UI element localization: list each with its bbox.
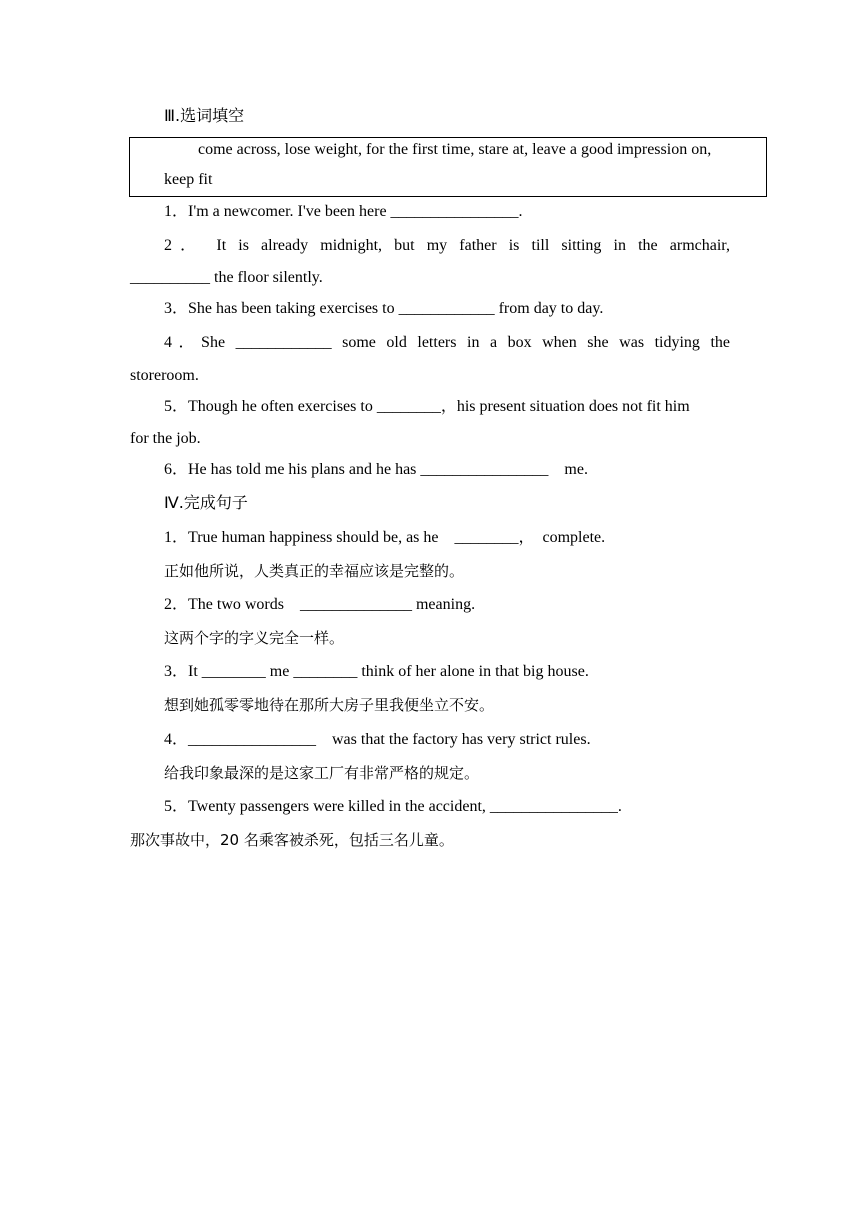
word-bank-line-1: come across, lose weight, for the first time, stare at, leave a good impression on, (198, 141, 712, 158)
exercise-4-item-1-en: 1．True human happiness should be, as he ________， complete. (164, 529, 606, 546)
exercise-4-item-5-en: 5．Twenty passengers were killed in the accident, ________________. (164, 798, 622, 815)
exercise-3-item-6: 6．He has told me his plans and he has ________________ me. (164, 461, 588, 478)
word-bank-line-2: keep fit (164, 171, 213, 188)
exercise-4-item-3-zh: 想到她孤零零地待在那所大房子里我便坐立不安。 (164, 696, 495, 714)
exercise-4-item-5-zh: 那次事故中，20 名乘客被杀死，包括三名儿童。 (130, 831, 454, 849)
exercise-4-item-2-en: 2．The two words ______________ meaning. (164, 596, 476, 613)
exercise-3-item-5-line-2: for the job. (130, 430, 201, 447)
exercise-4-item-4-en: 4．________________ was that the factory has very strict rules. (164, 731, 591, 748)
exercise-3-item-1: 1．I'm a newcomer. I've been here ________________. (164, 203, 523, 220)
exercise-3-item-2-line-1: 2． It is already midnight, but my father is till sitting in the armchair, (164, 237, 730, 254)
exercise-3-item-4-line-1: 4．She ____________ some old letters in a box when she was tidying the (164, 334, 730, 351)
exercise-3-item-5-line-1: 5．Though he often exercises to ________，his present situation does not fit him (164, 398, 690, 415)
exercise-3-item-3: 3．She has been taking exercises to ____________ from day to day. (164, 300, 604, 317)
exercise-4-item-3-en: 3．It ________ me ________ think of her alone in that big house. (164, 663, 589, 680)
exercise-3-item-2-line-2: __________ the floor silently. (130, 269, 323, 286)
section-4-heading: Ⅳ.完成句子 (164, 493, 248, 512)
exercise-4-item-1-zh: 正如他所说，人类真正的幸福应该是完整的。 (164, 562, 465, 580)
exercise-4-item-2-zh: 这两个字的字义完全一样。 (164, 629, 345, 647)
section-3-heading: Ⅲ.选词填空 (164, 106, 245, 125)
exercise-4-item-4-zh: 给我印象最深的是这家工厂有非常严格的规定。 (164, 764, 480, 782)
exercise-3-item-4-line-2: storeroom. (130, 367, 199, 384)
